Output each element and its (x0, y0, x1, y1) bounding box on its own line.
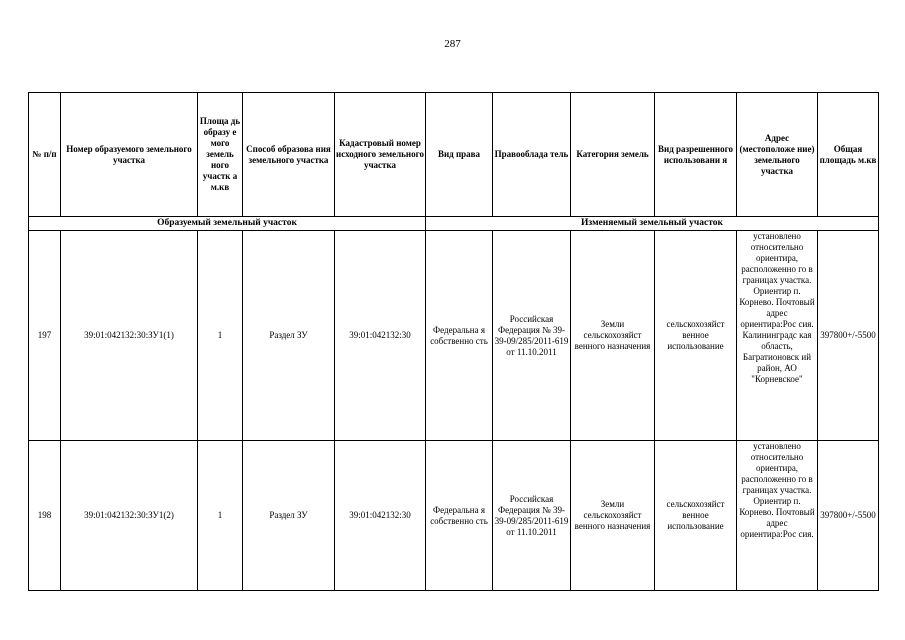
header-plot-number: Номер образуемого земельного участка (61, 93, 198, 217)
cell-category: Земли сельскохозяйст венного назначения (571, 441, 655, 591)
cell-method: Раздел ЗУ (243, 231, 335, 441)
header-address: Адрес (местоположе ние) земельного участка (737, 93, 818, 217)
cell-total-area: 397800+/-5500 (818, 231, 879, 441)
table-row (29, 441, 879, 591)
cell-right-type: Федеральна я собственно сть (426, 441, 493, 591)
table-header-row (29, 93, 879, 217)
cell-plot-number: 39:01:042132:30:ЗУ1(2) (61, 441, 198, 591)
cell-cadastral: 39:01:042132:30 (335, 441, 426, 591)
cell-plot-number: 39:01:042132:30:ЗУ1(1) (61, 231, 198, 441)
header-method: Способ образова ния земельного участка (243, 93, 335, 217)
cell-holder: Российская Федерация № 39-39-09/285/2011-619 от 11.10.2011 (493, 231, 571, 441)
cell-method: Раздел ЗУ (243, 441, 335, 591)
cell-area: 1 (198, 441, 243, 591)
header-category: Категория земель (571, 93, 655, 217)
section-formed: Образуемый земельный участок (29, 217, 426, 231)
section-changed: Изменяемый земельный участок (426, 217, 879, 231)
page-number: 287 (444, 38, 461, 50)
cell-address: установлено относительно ориентира, расположенно го в границах участка. Ориентир п. Корнево. Почтовый адрес ориентира:Рос сия. (737, 441, 818, 591)
header-area: Площа дь образу е мого земель ного участк а м.кв (198, 93, 243, 217)
header-total-area: Общая площадь м.кв (818, 93, 879, 217)
header-right-type: Вид права (426, 93, 493, 217)
land-plots-table (28, 92, 879, 591)
cell-num: 198 (29, 441, 61, 591)
header-cadastral: Кадастровый номер исходного земельного участка (335, 93, 426, 217)
header-num: № п/п (29, 93, 61, 217)
header-holder: Правооблада тель (493, 93, 571, 217)
cell-right-type: Федеральна я собственно сть (426, 231, 493, 441)
cell-area: 1 (198, 231, 243, 441)
cell-holder: Российская Федерация № 39-39-09/285/2011-619 от 11.10.2011 (493, 441, 571, 591)
cell-permitted-use: сельскохозяйст венное использование (655, 441, 737, 591)
cell-category: Земли сельскохозяйст венного назначения (571, 231, 655, 441)
cell-num: 197 (29, 231, 61, 441)
section-row (29, 217, 879, 231)
cell-cadastral: 39:01:042132:30 (335, 231, 426, 441)
cell-address: установлено относительно ориентира, расположенно го в границах участка. Ориентир п. Корнево. Почтовый адрес ориентира:Рос сия. Калининградс кая область, Багратионовск ий район, АО "Корневское" (737, 231, 818, 441)
cell-total-area: 397800+/-5500 (818, 441, 879, 591)
table-row (29, 231, 879, 441)
header-permitted-use: Вид разрешенного использовани я (655, 93, 737, 217)
cell-permitted-use: сельскохозяйст венное использование (655, 231, 737, 441)
